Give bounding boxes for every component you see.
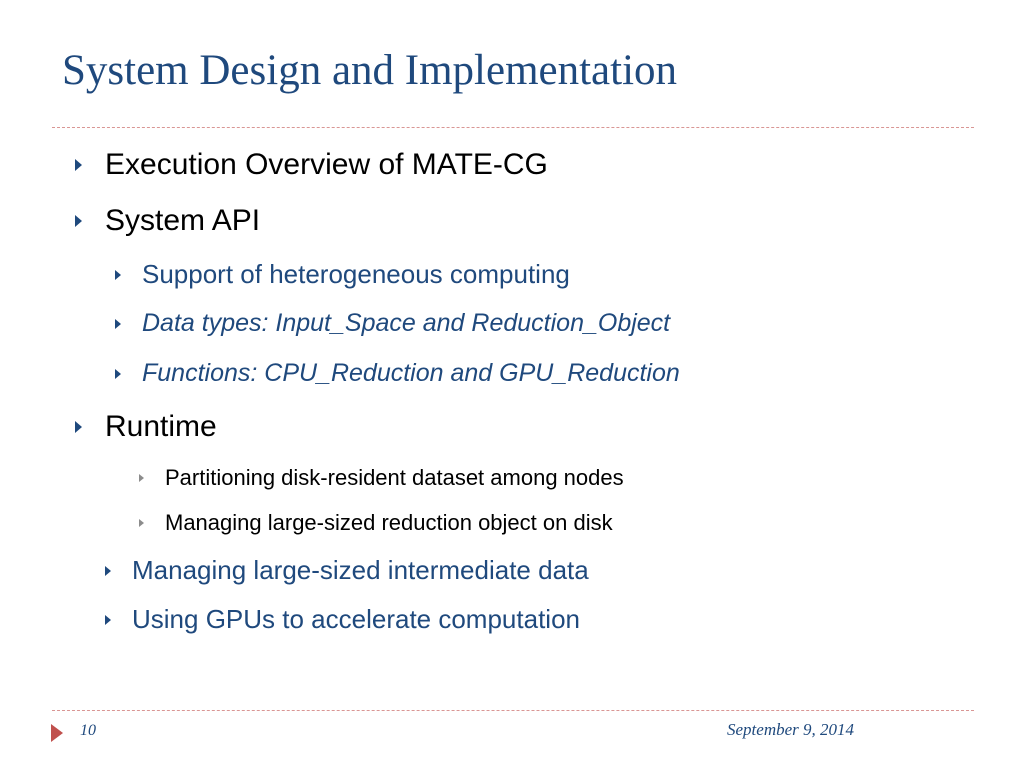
bullet-gpus-accelerate bbox=[105, 604, 580, 635]
bullet-heterogeneous-computing bbox=[115, 259, 570, 290]
footer-triangle-icon bbox=[51, 724, 63, 742]
bullet-arrow-icon bbox=[139, 474, 144, 482]
bullet-data-types bbox=[115, 309, 670, 338]
bullet-system-api bbox=[75, 204, 260, 238]
bullet-arrow-icon bbox=[105, 615, 111, 625]
bullet-text: Partitioning disk-resident dataset among nodes bbox=[165, 465, 624, 490]
bullet-text: Managing large-sized intermediate data bbox=[132, 555, 589, 585]
bullet-arrow-icon bbox=[115, 319, 121, 329]
bullet-arrow-icon bbox=[105, 566, 111, 576]
bullet-functions bbox=[115, 359, 680, 388]
bullet-arrow-icon bbox=[75, 215, 82, 227]
bullet-partitioning bbox=[139, 465, 624, 491]
bullet-execution-overview bbox=[75, 148, 548, 182]
bullet-runtime bbox=[75, 410, 217, 444]
bullet-arrow-icon bbox=[115, 369, 121, 379]
bullet-text: Data types: Input_Space and Reduction_Object bbox=[142, 309, 671, 337]
bullet-text: Using GPUs to accelerate computation bbox=[132, 604, 580, 634]
bullet-arrow-icon bbox=[115, 270, 121, 280]
bullet-text: Support of heterogeneous computing bbox=[142, 259, 570, 289]
bullet-text: System API bbox=[105, 204, 261, 237]
footer-divider bbox=[52, 710, 974, 711]
slide-number: 10 bbox=[80, 722, 96, 739]
slide-title: System Design and Implementation bbox=[62, 47, 678, 94]
bullet-arrow-icon bbox=[139, 519, 144, 527]
bullet-arrow-icon bbox=[75, 159, 82, 171]
bullet-text: Managing large-sized reduction object on disk bbox=[165, 510, 613, 535]
slide-date: September 9, 2014 bbox=[727, 720, 855, 739]
bullet-text: Execution Overview of MATE-CG bbox=[105, 148, 548, 181]
bullet-intermediate-data bbox=[105, 555, 589, 586]
bullet-arrow-icon bbox=[75, 421, 82, 433]
bullet-text: Runtime bbox=[105, 410, 217, 443]
bullet-text: Functions: CPU_Reduction and GPU_Reduction bbox=[142, 359, 680, 387]
bullet-reduction-object-disk bbox=[139, 510, 613, 536]
title-divider bbox=[52, 127, 974, 128]
